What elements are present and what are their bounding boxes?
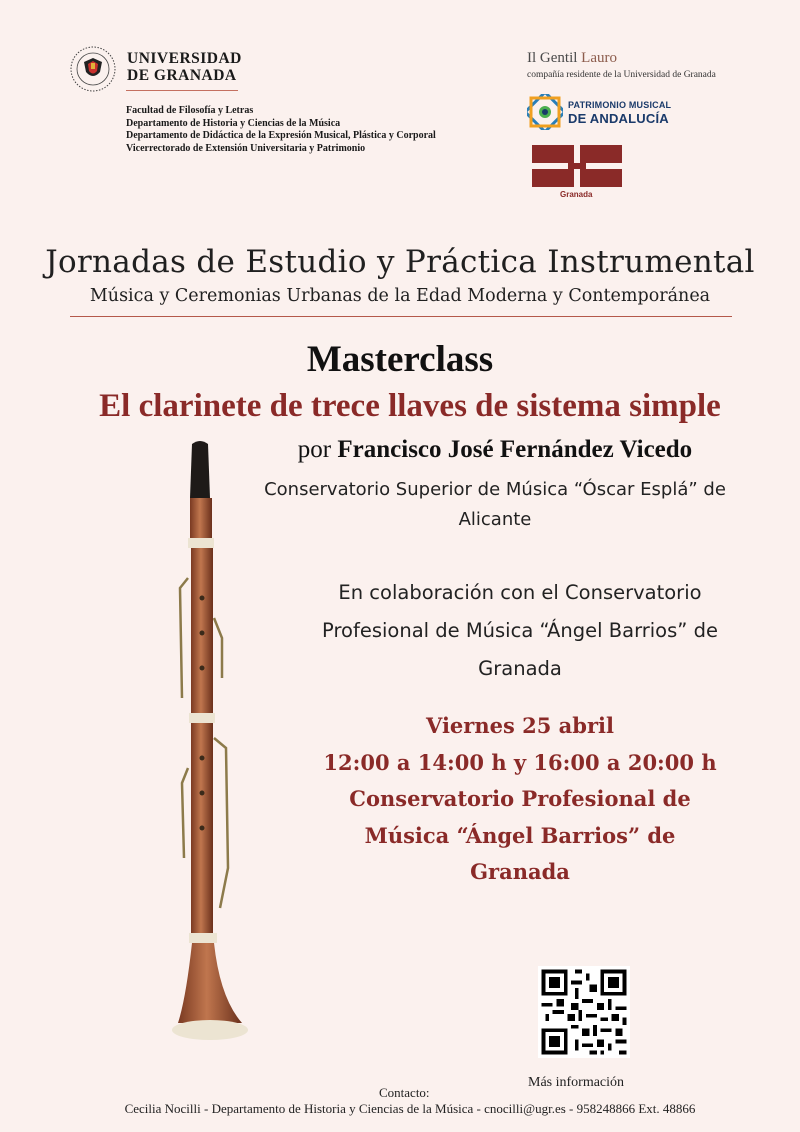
university-divider — [126, 90, 238, 91]
department-item: Facultad de Filosofía y Letras — [126, 105, 254, 116]
university-seal-icon — [70, 46, 116, 92]
event-venue: Conservatorio Profesional de — [349, 786, 691, 811]
contact-label: Contacto: — [379, 1085, 430, 1100]
series-subtitle: Música y Ceremonias Urbanas de la Edad Moderna y Contemporánea — [89, 286, 711, 306]
clarinet-image — [170, 438, 270, 1048]
gentil-lauro-subtitle: compañía residente de la Universidad de Granada — [527, 70, 716, 80]
department-list — [126, 105, 436, 155]
speaker-name: Francisco José Fernández Vicedo — [337, 436, 693, 463]
event-venue: Granada — [470, 859, 570, 884]
speaker-prefix: por — [297, 436, 332, 463]
series-title: Jornadas de Estudio y Práctica Instrumental — [45, 244, 755, 280]
speaker-affiliation: Conservatorio Superior de Música “Óscar Esplá” de Alicante — [264, 479, 726, 530]
department-item: Departamento de Didáctica de la Expresión Musical, Plástica y Corporal — [126, 130, 436, 141]
speaker-line — [230, 436, 760, 464]
event-date: Viernes 25 abril — [426, 713, 614, 738]
collaboration-text: En colaboración con el Conservatorio Profesional de Música “Ángel Barrios” de Granada — [322, 581, 718, 680]
event-type: Masterclass — [306, 339, 494, 380]
contact-details: Cecilia Nocilli - Departamento de Historia y Ciencias de la Música - cnocilli@ugr.es - 958248866 Ext. 48866 — [124, 1101, 696, 1116]
event-time: 12:00 a 14:00 h y 16:00 a 20:00 h — [323, 749, 717, 775]
title-divider — [70, 316, 732, 317]
department-item: Vicerrectorado de Extensión Universitaria y Patrimonio — [126, 142, 366, 154]
masterclass-title: El clarinete de trece llaves de sistema simple — [99, 388, 721, 424]
patrimonio-musical-name: PATRIMONIO MUSICAL DE ANDALUCÍA — [568, 100, 672, 126]
event-details — [270, 708, 770, 891]
more-info-label: Más información — [528, 1075, 625, 1090]
conservatorio-logo — [532, 145, 622, 189]
university-name: UNIVERSIDAD DE GRANADA — [127, 50, 242, 84]
department-item: Departamento de Historia y Ciencias de la Música — [126, 117, 341, 129]
qr-code[interactable] — [538, 966, 630, 1058]
patrimonio-musical-logo-icon — [527, 94, 563, 130]
event-venue: Música “Ángel Barrios” de — [364, 822, 676, 848]
gentil-lauro-logo: Il Gentil Lauro — [527, 50, 617, 66]
conservatorio-city: Granada — [560, 190, 593, 199]
